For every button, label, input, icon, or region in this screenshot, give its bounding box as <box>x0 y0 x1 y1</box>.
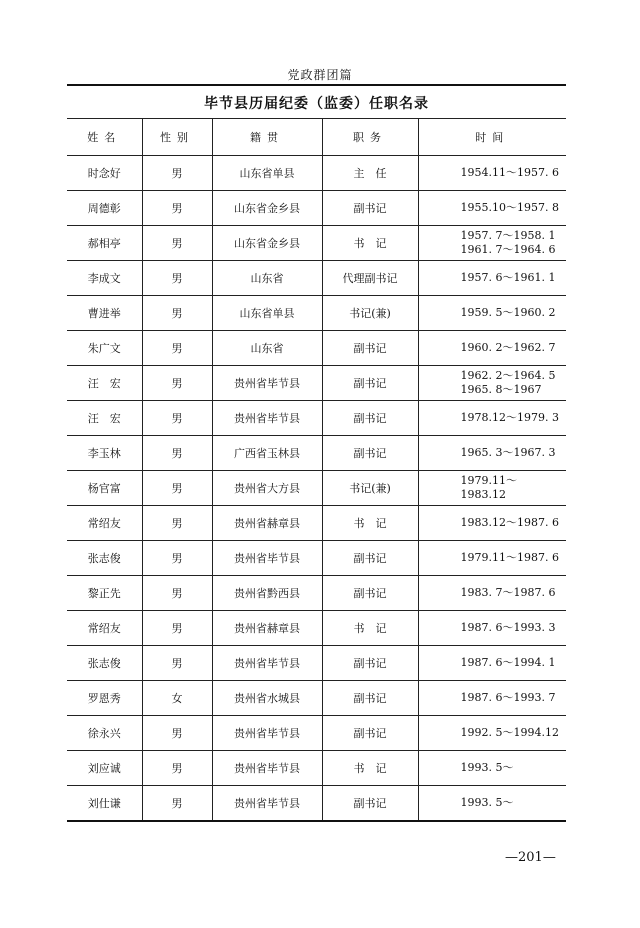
cell-gender: 男 <box>142 296 212 331</box>
cell-name: 张志俊 <box>67 646 142 681</box>
cell-name: 杨官富 <box>67 471 142 506</box>
cell-position: 副书记 <box>322 786 418 822</box>
cell-origin: 贵州省毕节县 <box>212 541 322 576</box>
cell-gender: 男 <box>142 331 212 366</box>
cell-gender: 男 <box>142 226 212 261</box>
cell-name: 常绍友 <box>67 611 142 646</box>
cell-name: 曹进举 <box>67 296 142 331</box>
time-range: 1959. 5～1960. 2 <box>460 306 556 319</box>
time-range: 1962. 2～1964. 5 <box>460 369 556 382</box>
table-row <box>67 191 566 226</box>
table-row <box>67 226 566 261</box>
time-range: 1983.12～1987. 6 <box>460 516 559 529</box>
cell-name: 罗恩秀 <box>67 681 142 716</box>
cell-time <box>418 471 566 506</box>
table-row <box>67 436 566 471</box>
cell-time <box>418 751 566 786</box>
cell-name: 张志俊 <box>67 541 142 576</box>
table-row <box>67 506 566 541</box>
cell-position: 书 记 <box>322 226 418 261</box>
cell-name: 刘应诚 <box>67 751 142 786</box>
column-header-gender: 性别 <box>142 119 212 156</box>
cell-time <box>418 331 566 366</box>
cell-name: 刘仕谦 <box>67 786 142 822</box>
table-row <box>67 681 566 716</box>
cell-gender: 男 <box>142 751 212 786</box>
cell-gender: 男 <box>142 401 212 436</box>
cell-time <box>418 506 566 541</box>
table-row <box>67 156 566 191</box>
cell-name: 朱广文 <box>67 331 142 366</box>
cell-time <box>418 191 566 226</box>
cell-name: 汪 宏 <box>67 401 142 436</box>
cell-position: 副书记 <box>322 681 418 716</box>
column-header-time: 时间 <box>418 119 566 156</box>
cell-gender: 男 <box>142 716 212 751</box>
cell-position: 副书记 <box>322 646 418 681</box>
cell-position: 副书记 <box>322 366 418 401</box>
cell-origin: 山东省金乡县 <box>212 226 322 261</box>
cell-time <box>418 786 566 822</box>
cell-origin: 贵州省毕节县 <box>212 366 322 401</box>
time-range: 1992. 5～1994.12 <box>460 726 559 739</box>
cell-time <box>418 226 566 261</box>
table-row <box>67 716 566 751</box>
table-row <box>67 261 566 296</box>
cell-position: 书 记 <box>322 611 418 646</box>
cell-time <box>418 436 566 471</box>
cell-gender: 男 <box>142 436 212 471</box>
time-range: 1987. 6～1993. 7 <box>460 691 556 704</box>
table-body <box>67 156 566 822</box>
time-range: 1965. 3～1967. 3 <box>460 446 556 459</box>
column-header-position: 职务 <box>322 119 418 156</box>
cell-gender: 女 <box>142 681 212 716</box>
time-range: 1979.11～1983.12 <box>460 474 517 501</box>
cell-position: 副书记 <box>322 541 418 576</box>
time-range: 1961. 7～1964. 6 <box>460 243 556 256</box>
time-range: 1954.11～1957. 6 <box>460 166 559 179</box>
time-range: 1993. 5～ <box>460 796 514 809</box>
time-range: 1993. 5～ <box>460 761 514 774</box>
cell-gender: 男 <box>142 261 212 296</box>
cell-origin: 广西省玉林县 <box>212 436 322 471</box>
time-range: 1987. 6～1993. 3 <box>460 621 556 634</box>
time-range: 1960. 2～1962. 7 <box>460 341 556 354</box>
cell-name: 汪 宏 <box>67 366 142 401</box>
table-row <box>67 786 566 822</box>
cell-origin: 山东省 <box>212 261 322 296</box>
cell-name: 李成文 <box>67 261 142 296</box>
cell-time <box>418 611 566 646</box>
cell-gender: 男 <box>142 786 212 822</box>
cell-origin: 贵州省水城县 <box>212 681 322 716</box>
table-row <box>67 646 566 681</box>
cell-origin: 贵州省毕节县 <box>212 716 322 751</box>
cell-gender: 男 <box>142 506 212 541</box>
cell-position: 书记(兼) <box>322 471 418 506</box>
cell-origin: 贵州省黔西县 <box>212 576 322 611</box>
cell-position: 副书记 <box>322 191 418 226</box>
time-range: 1979.11～1987. 6 <box>460 551 559 564</box>
cell-name: 郝相亭 <box>67 226 142 261</box>
cell-time <box>418 296 566 331</box>
time-range: 1957. 6～1961. 1 <box>460 271 556 284</box>
table-row <box>67 331 566 366</box>
cell-position: 副书记 <box>322 331 418 366</box>
cell-time <box>418 261 566 296</box>
cell-origin: 贵州省毕节县 <box>212 401 322 436</box>
table-row <box>67 296 566 331</box>
cell-origin: 贵州省赫章县 <box>212 506 322 541</box>
cell-origin: 贵州省毕节县 <box>212 751 322 786</box>
roster-table <box>67 118 566 822</box>
page-number: —201— <box>505 850 556 865</box>
cell-time <box>418 401 566 436</box>
cell-name: 周德彰 <box>67 191 142 226</box>
cell-position: 副书记 <box>322 716 418 751</box>
cell-name: 黎正先 <box>67 576 142 611</box>
cell-gender: 男 <box>142 646 212 681</box>
cell-origin: 贵州省赫章县 <box>212 611 322 646</box>
time-range: 1957. 7～1958. 1 <box>460 229 556 242</box>
table-row <box>67 751 566 786</box>
cell-origin: 贵州省毕节县 <box>212 646 322 681</box>
cell-position: 副书记 <box>322 401 418 436</box>
table-row <box>67 611 566 646</box>
cell-time <box>418 646 566 681</box>
cell-time <box>418 716 566 751</box>
cell-origin: 山东省 <box>212 331 322 366</box>
cell-origin: 贵州省大方县 <box>212 471 322 506</box>
cell-gender: 男 <box>142 611 212 646</box>
cell-name: 时念好 <box>67 156 142 191</box>
cell-origin: 山东省单县 <box>212 296 322 331</box>
cell-time <box>418 576 566 611</box>
cell-gender: 男 <box>142 541 212 576</box>
cell-gender: 男 <box>142 191 212 226</box>
cell-position: 主 任 <box>322 156 418 191</box>
column-header-origin: 籍贯 <box>212 119 322 156</box>
cell-position: 书 记 <box>322 506 418 541</box>
running-header: 党政群团篇 <box>287 68 353 82</box>
column-header-name: 姓名 <box>67 119 142 156</box>
time-range: 1983. 7～1987. 6 <box>460 586 556 599</box>
table-header-row <box>67 119 566 156</box>
cell-gender: 男 <box>142 156 212 191</box>
table-row <box>67 471 566 506</box>
time-range: 1965. 8～1967 <box>460 383 542 396</box>
cell-time <box>418 366 566 401</box>
cell-gender: 男 <box>142 366 212 401</box>
time-range: 1987. 6～1994. 1 <box>460 656 556 669</box>
table-row <box>67 541 566 576</box>
cell-position: 书记(兼) <box>322 296 418 331</box>
cell-name: 李玉林 <box>67 436 142 471</box>
cell-gender: 男 <box>142 471 212 506</box>
table-row <box>67 366 566 401</box>
cell-position: 书 记 <box>322 751 418 786</box>
cell-name: 徐永兴 <box>67 716 142 751</box>
cell-origin: 山东省单县 <box>212 156 322 191</box>
table-title: 毕节县历届纪委（监委）任职名录 <box>204 96 429 112</box>
cell-position: 副书记 <box>322 436 418 471</box>
cell-origin: 山东省金乡县 <box>212 191 322 226</box>
time-range: 1978.12～1979. 3 <box>460 411 559 424</box>
time-range: 1955.10～1957. 8 <box>460 201 559 214</box>
cell-gender: 男 <box>142 576 212 611</box>
cell-name: 常绍友 <box>67 506 142 541</box>
cell-origin: 贵州省毕节县 <box>212 786 322 822</box>
cell-position: 代理副书记 <box>322 261 418 296</box>
cell-time <box>418 156 566 191</box>
cell-position: 副书记 <box>322 576 418 611</box>
cell-time <box>418 681 566 716</box>
header-rule <box>67 84 566 86</box>
table-row <box>67 401 566 436</box>
cell-time <box>418 541 566 576</box>
table-row <box>67 576 566 611</box>
